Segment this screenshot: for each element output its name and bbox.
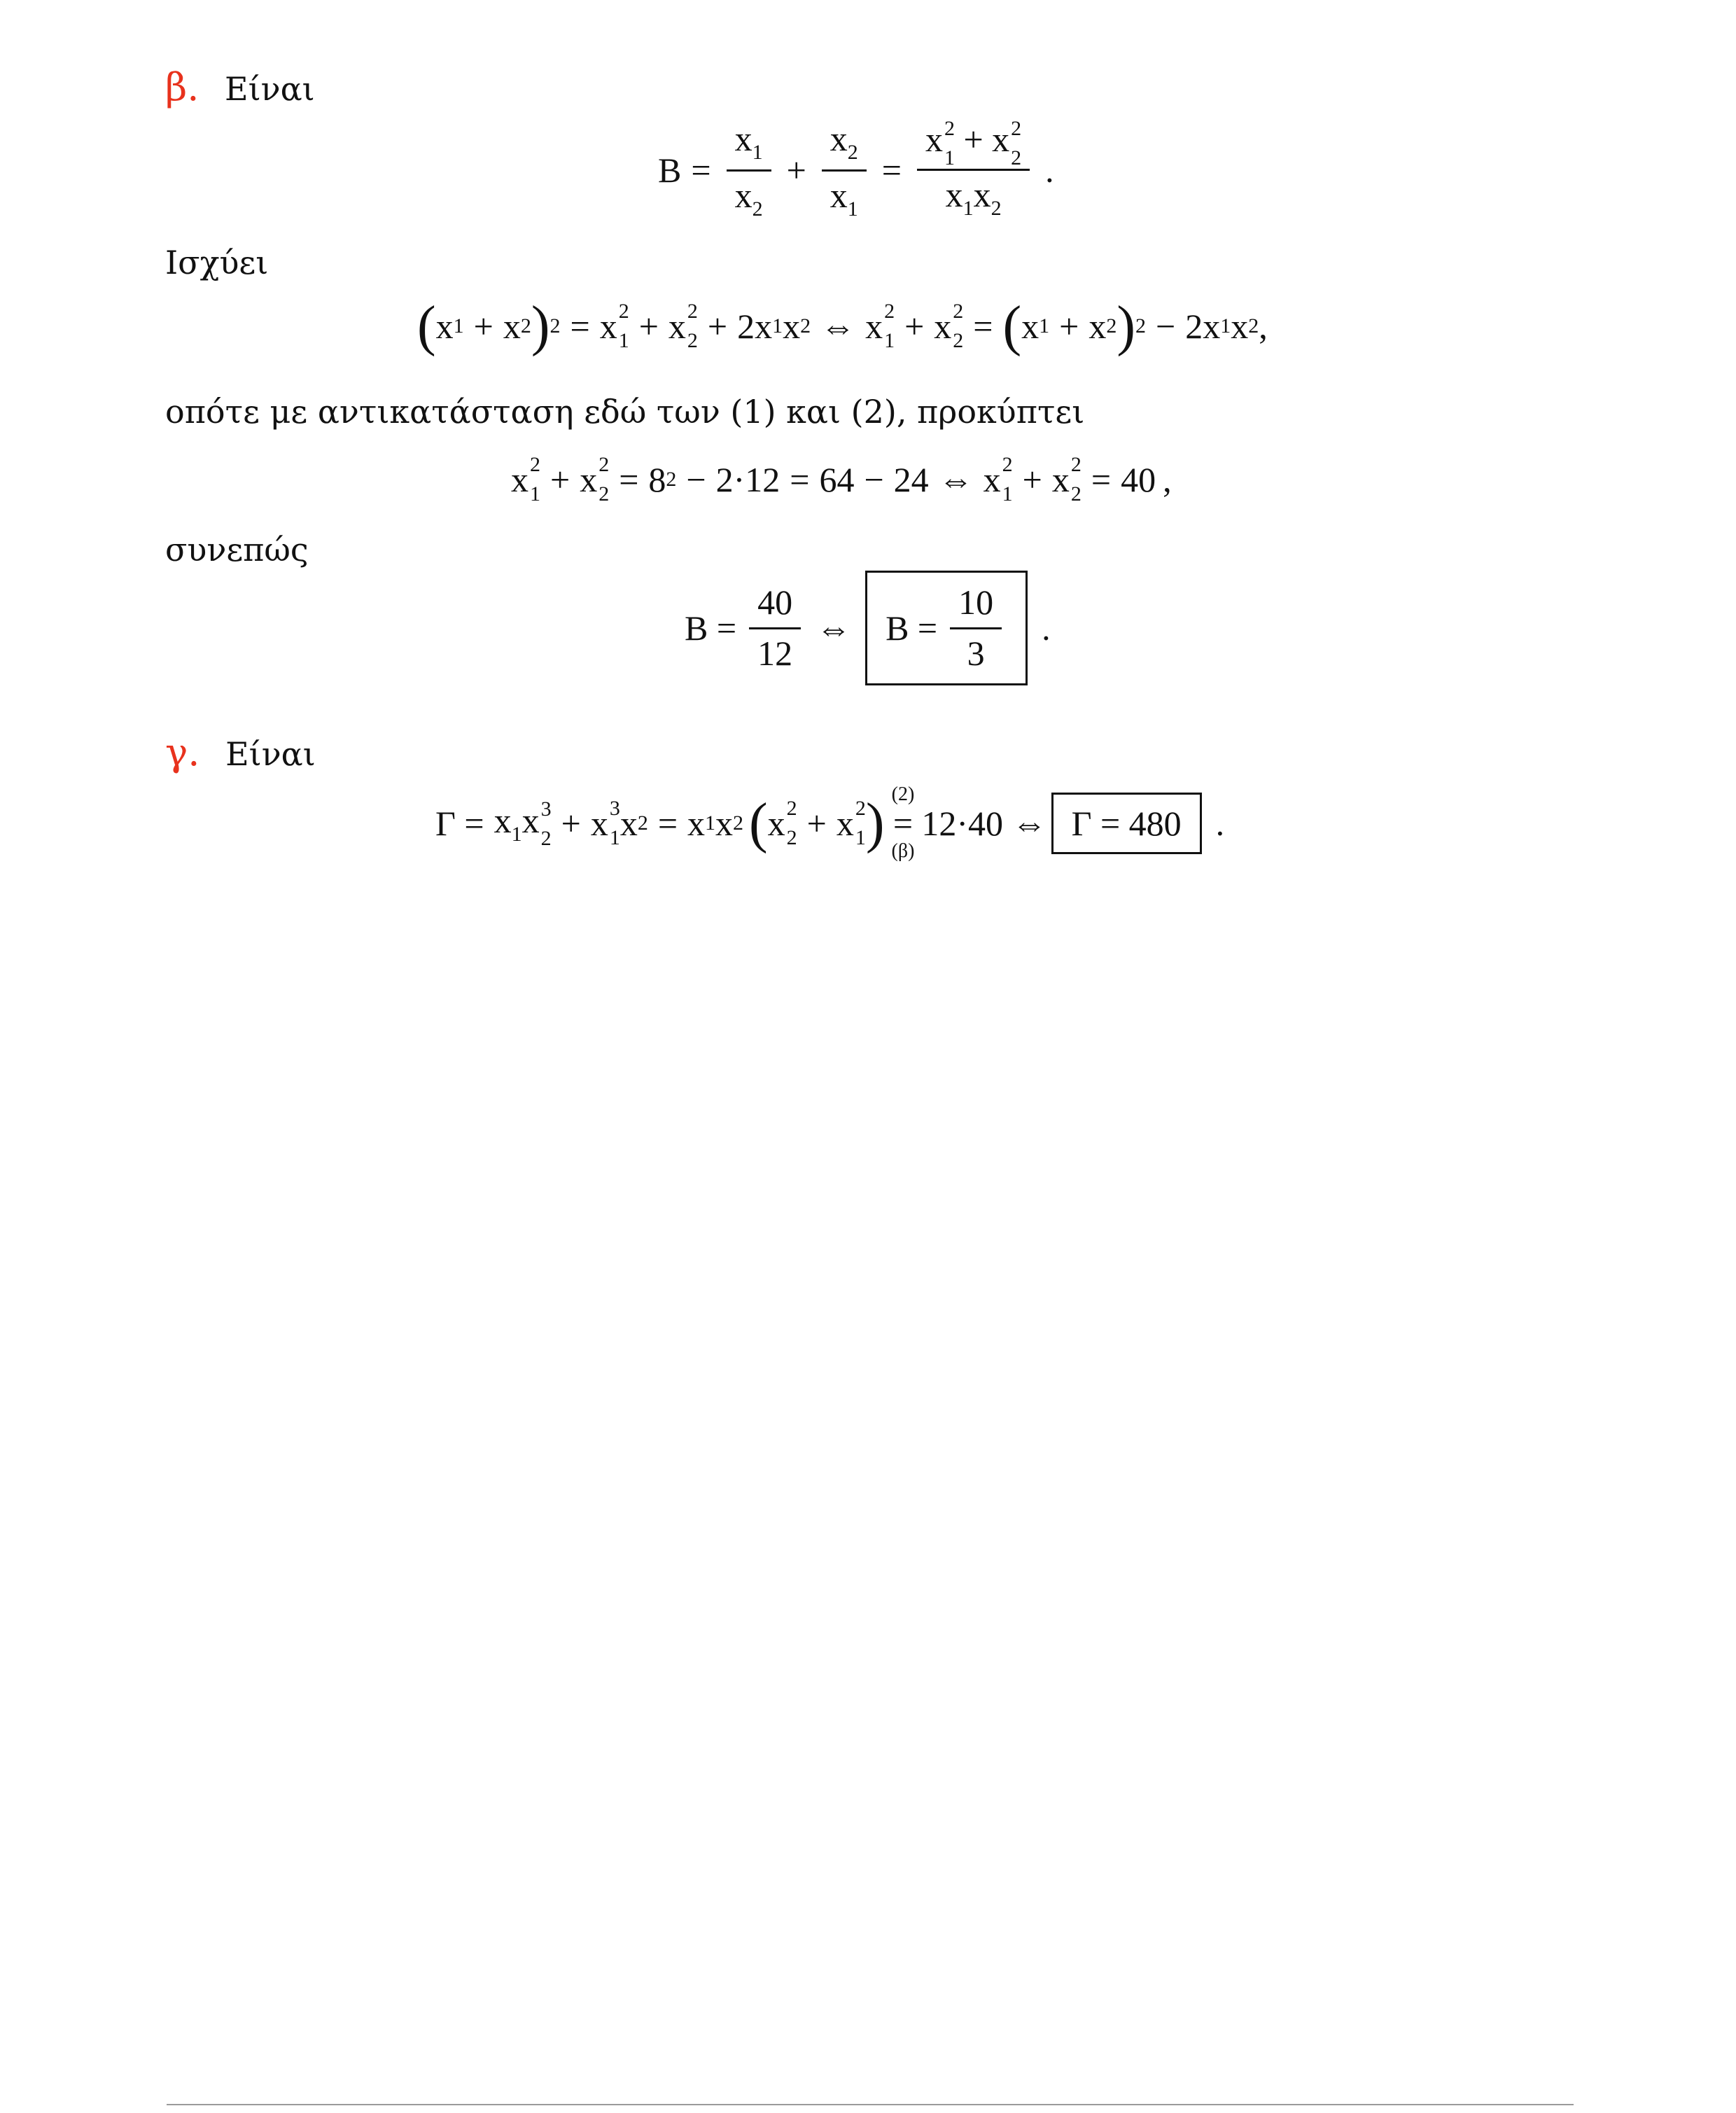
fraction-sum-squares-over-product: x 2 1 + x 2 2 $x_1x_2$	[917, 120, 1030, 221]
boxed-result-b	[865, 571, 1028, 685]
synepos-text: συνεπώς	[165, 531, 309, 569]
fraction-x1-over-x2: $\frac{x_1}{x_2}$	[727, 119, 771, 221]
eq5-period: .	[1215, 803, 1225, 843]
boxed-denominator: 3	[967, 633, 985, 673]
isxyei-text: Ισχύει	[165, 244, 269, 281]
part-c-intro: Είναι	[225, 735, 316, 773]
part-b-mark: β.	[165, 65, 200, 109]
boxed-result-gamma: Γ = 480	[1051, 793, 1202, 854]
fraction-numerator: 40	[749, 583, 801, 629]
boxed-numerator: 10	[950, 583, 1002, 629]
equation-square-identity: ( x 1 + x 2 ) 2 = x 2 1 + x 2 2 + 2x 1 x 2 ⇔ x 2 1 + x 2 2 = ( x 1 + x 2 ) 2 − 2x 1 x 2 ,	[417, 295, 1268, 357]
equation-b-definition: B = $\frac{x_1}{x_2}$ + $\frac{x_2}{x_1}$ = x 2 1 + x 2 2 $x_1x_2$ .	[658, 116, 1054, 221]
part-b-heading	[165, 65, 315, 109]
fraction-40-over-12	[749, 583, 801, 674]
equation-sum-of-squares: x 2 1 + x 2 2 = 8 2 − 2·12 = 64 − 24 ⇔ x 2 1 + x 2 2 = 40 ,	[511, 453, 1172, 505]
eq-symbol-b: B	[658, 151, 682, 190]
bottom-divider	[167, 2104, 1574, 2105]
part-b-intro: Είναι	[225, 70, 315, 108]
substitution-text: οπότε με αντικατάσταση εδώ των (1) και (2), προκύπτει	[165, 393, 1085, 431]
gamma-calculation: 12·40 ⇔	[921, 803, 1047, 843]
part-c-mark: γ.	[165, 730, 200, 774]
annotated-equals-sign: =	[892, 803, 913, 843]
eq2-comma: ,	[1259, 307, 1268, 346]
fraction-denominator: 12	[757, 633, 793, 673]
part-c-heading	[165, 730, 316, 774]
equation-gamma: Γ = $x_1x$ 3 2 + x 3 1 x 2 = x 1 x 2 ( x 2 2 + x 2 1 ) (2) = (β) 12·40 ⇔ Γ = 480 .	[435, 783, 1225, 862]
eq3-comma: ,	[1163, 460, 1172, 499]
eq4-period: .	[1042, 608, 1051, 648]
annotation-top: (2)	[891, 783, 915, 805]
annotation-bottom: (β)	[891, 839, 915, 862]
eq1-period: .	[1045, 151, 1054, 190]
fraction-10-over-3	[950, 583, 1002, 674]
gamma-label: Γ =	[435, 803, 484, 843]
boxed-b-label: B =	[886, 608, 938, 648]
iff-symbol: ⇔	[816, 608, 852, 648]
annotated-equals	[892, 784, 915, 863]
eq4-b-label: B =	[685, 608, 737, 648]
fraction-x2-over-x1: $\frac{x_2}{x_1}$	[822, 119, 867, 221]
equation-b-result	[685, 571, 1051, 685]
